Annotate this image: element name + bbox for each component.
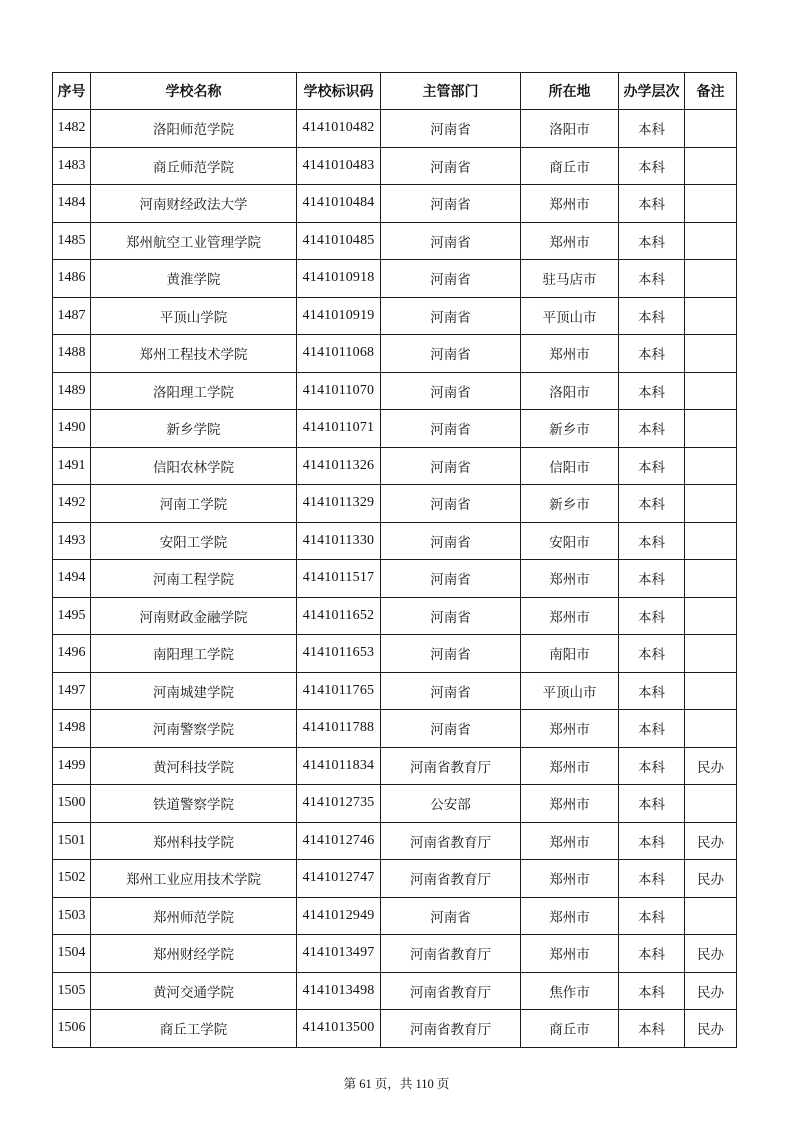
cell-level: 本科 xyxy=(619,297,685,335)
cell-authority: 河南省 xyxy=(381,447,521,485)
cell-level: 本科 xyxy=(619,372,685,410)
cell-location: 郑州市 xyxy=(521,597,619,635)
cell-authority: 河南省 xyxy=(381,372,521,410)
cell-location: 郑州市 xyxy=(521,785,619,823)
cell-remarks xyxy=(685,710,737,748)
cell-school-code: 4141011330 xyxy=(297,522,381,560)
schools-table xyxy=(52,72,737,1048)
cell-remarks xyxy=(685,410,737,448)
cell-level: 本科 xyxy=(619,860,685,898)
cell-school-name: 商丘师范学院 xyxy=(91,147,297,185)
cell-school-code: 4141010482 xyxy=(297,110,381,148)
cell-school-name: 河南工学院 xyxy=(91,485,297,523)
cell-authority: 河南省 xyxy=(381,597,521,635)
cell-location: 新乡市 xyxy=(521,485,619,523)
cell-remarks xyxy=(685,147,737,185)
table-row xyxy=(53,1010,737,1048)
cell-school-name: 信阳农林学院 xyxy=(91,447,297,485)
cell-school-name: 铁道警察学院 xyxy=(91,785,297,823)
cell-school-code: 4141010485 xyxy=(297,222,381,260)
table-row xyxy=(53,410,737,448)
cell-index: 1501 xyxy=(53,822,91,860)
cell-school-code: 4141011070 xyxy=(297,372,381,410)
cell-school-name: 河南财政金融学院 xyxy=(91,597,297,635)
table-row xyxy=(53,297,737,335)
cell-school-name: 郑州工程技术学院 xyxy=(91,335,297,373)
cell-index: 1497 xyxy=(53,672,91,710)
cell-school-name: 河南财经政法大学 xyxy=(91,185,297,223)
cell-remarks xyxy=(685,672,737,710)
table-row xyxy=(53,672,737,710)
cell-location: 洛阳市 xyxy=(521,110,619,148)
cell-location: 郑州市 xyxy=(521,335,619,373)
cell-authority: 河南省 xyxy=(381,560,521,598)
cell-level: 本科 xyxy=(619,747,685,785)
cell-remarks xyxy=(685,185,737,223)
cell-authority: 河南省 xyxy=(381,672,521,710)
table-row xyxy=(53,710,737,748)
cell-level: 本科 xyxy=(619,560,685,598)
cell-index: 1494 xyxy=(53,560,91,598)
header-location: 所在地 xyxy=(521,73,619,110)
table-row xyxy=(53,897,737,935)
cell-school-name: 河南警察学院 xyxy=(91,710,297,748)
cell-location: 郑州市 xyxy=(521,185,619,223)
cell-index: 1488 xyxy=(53,335,91,373)
table-row xyxy=(53,147,737,185)
header-school-code: 学校标识码 xyxy=(297,73,381,110)
cell-authority: 河南省 xyxy=(381,522,521,560)
table-row xyxy=(53,785,737,823)
cell-school-code: 4141011653 xyxy=(297,635,381,673)
cell-location: 焦作市 xyxy=(521,972,619,1010)
cell-index: 1489 xyxy=(53,372,91,410)
table-row xyxy=(53,485,737,523)
cell-index: 1500 xyxy=(53,785,91,823)
cell-location: 郑州市 xyxy=(521,747,619,785)
cell-location: 郑州市 xyxy=(521,560,619,598)
cell-location: 商丘市 xyxy=(521,1010,619,1048)
cell-authority: 河南省教育厅 xyxy=(381,972,521,1010)
cell-level: 本科 xyxy=(619,447,685,485)
cell-index: 1505 xyxy=(53,972,91,1010)
cell-authority: 河南省 xyxy=(381,635,521,673)
cell-school-code: 4141011788 xyxy=(297,710,381,748)
cell-school-name: 商丘工学院 xyxy=(91,1010,297,1048)
cell-index: 1498 xyxy=(53,710,91,748)
cell-level: 本科 xyxy=(619,1010,685,1048)
cell-authority: 河南省教育厅 xyxy=(381,747,521,785)
cell-remarks: 民办 xyxy=(685,747,737,785)
table-body xyxy=(53,110,737,1048)
cell-remarks xyxy=(685,447,737,485)
cell-school-code: 4141012747 xyxy=(297,860,381,898)
cell-remarks: 民办 xyxy=(685,935,737,973)
cell-remarks xyxy=(685,785,737,823)
cell-location: 新乡市 xyxy=(521,410,619,448)
cell-school-code: 4141011326 xyxy=(297,447,381,485)
cell-authority: 河南省 xyxy=(381,897,521,935)
table-row xyxy=(53,522,737,560)
cell-school-code: 4141011329 xyxy=(297,485,381,523)
page-footer: 第 61 页，共 110 页 xyxy=(343,1077,450,1091)
cell-school-name: 平顶山学院 xyxy=(91,297,297,335)
cell-school-name: 郑州航空工业管理学院 xyxy=(91,222,297,260)
cell-authority: 河南省 xyxy=(381,110,521,148)
cell-index: 1495 xyxy=(53,597,91,635)
cell-school-name: 黄淮学院 xyxy=(91,260,297,298)
cell-index: 1485 xyxy=(53,222,91,260)
table-row xyxy=(53,822,737,860)
cell-school-name: 黄河交通学院 xyxy=(91,972,297,1010)
cell-level: 本科 xyxy=(619,710,685,748)
cell-remarks xyxy=(685,485,737,523)
cell-remarks: 民办 xyxy=(685,972,737,1010)
cell-level: 本科 xyxy=(619,785,685,823)
cell-location: 郑州市 xyxy=(521,710,619,748)
table-row xyxy=(53,935,737,973)
cell-location: 郑州市 xyxy=(521,897,619,935)
cell-location: 驻马店市 xyxy=(521,260,619,298)
table-row xyxy=(53,335,737,373)
cell-level: 本科 xyxy=(619,110,685,148)
table-row xyxy=(53,372,737,410)
cell-authority: 河南省 xyxy=(381,297,521,335)
cell-authority: 河南省 xyxy=(381,260,521,298)
cell-school-code: 4141010919 xyxy=(297,297,381,335)
header-authority: 主管部门 xyxy=(381,73,521,110)
cell-authority: 河南省 xyxy=(381,410,521,448)
cell-remarks xyxy=(685,260,737,298)
cell-authority: 河南省 xyxy=(381,147,521,185)
cell-authority: 河南省 xyxy=(381,485,521,523)
header-index: 序号 xyxy=(53,73,91,110)
cell-level: 本科 xyxy=(619,635,685,673)
cell-index: 1484 xyxy=(53,185,91,223)
cell-school-name: 郑州财经学院 xyxy=(91,935,297,973)
cell-school-code: 4141011652 xyxy=(297,597,381,635)
cell-school-code: 4141011071 xyxy=(297,410,381,448)
cell-level: 本科 xyxy=(619,935,685,973)
cell-school-name: 黄河科技学院 xyxy=(91,747,297,785)
cell-school-name: 洛阳师范学院 xyxy=(91,110,297,148)
cell-school-code: 4141012735 xyxy=(297,785,381,823)
cell-index: 1503 xyxy=(53,897,91,935)
table-row xyxy=(53,110,737,148)
cell-authority: 河南省教育厅 xyxy=(381,860,521,898)
cell-level: 本科 xyxy=(619,410,685,448)
cell-level: 本科 xyxy=(619,822,685,860)
cell-index: 1506 xyxy=(53,1010,91,1048)
cell-school-code: 4141013498 xyxy=(297,972,381,1010)
cell-remarks xyxy=(685,560,737,598)
cell-index: 1491 xyxy=(53,447,91,485)
cell-index: 1482 xyxy=(53,110,91,148)
cell-authority: 河南省 xyxy=(381,335,521,373)
cell-location: 安阳市 xyxy=(521,522,619,560)
cell-authority: 公安部 xyxy=(381,785,521,823)
cell-remarks xyxy=(685,110,737,148)
cell-school-name: 河南城建学院 xyxy=(91,672,297,710)
table-row xyxy=(53,747,737,785)
cell-authority: 河南省教育厅 xyxy=(381,1010,521,1048)
cell-location: 商丘市 xyxy=(521,147,619,185)
cell-school-name: 新乡学院 xyxy=(91,410,297,448)
cell-school-name: 郑州师范学院 xyxy=(91,897,297,935)
cell-index: 1487 xyxy=(53,297,91,335)
cell-school-name: 安阳工学院 xyxy=(91,522,297,560)
cell-school-name: 洛阳理工学院 xyxy=(91,372,297,410)
cell-location: 郑州市 xyxy=(521,222,619,260)
cell-index: 1492 xyxy=(53,485,91,523)
cell-remarks xyxy=(685,635,737,673)
cell-authority: 河南省 xyxy=(381,710,521,748)
cell-remarks: 民办 xyxy=(685,822,737,860)
cell-school-name: 郑州科技学院 xyxy=(91,822,297,860)
cell-location: 南阳市 xyxy=(521,635,619,673)
cell-level: 本科 xyxy=(619,185,685,223)
header-school-name: 学校名称 xyxy=(91,73,297,110)
table-header-row xyxy=(53,73,737,110)
cell-remarks xyxy=(685,372,737,410)
cell-remarks xyxy=(685,222,737,260)
table-row xyxy=(53,972,737,1010)
cell-authority: 河南省教育厅 xyxy=(381,822,521,860)
cell-school-code: 4141010918 xyxy=(297,260,381,298)
cell-level: 本科 xyxy=(619,522,685,560)
cell-remarks: 民办 xyxy=(685,1010,737,1048)
cell-level: 本科 xyxy=(619,672,685,710)
cell-school-code: 4141011517 xyxy=(297,560,381,598)
cell-index: 1502 xyxy=(53,860,91,898)
cell-school-code: 4141011068 xyxy=(297,335,381,373)
table-row xyxy=(53,597,737,635)
cell-remarks xyxy=(685,522,737,560)
cell-location: 平顶山市 xyxy=(521,297,619,335)
cell-school-code: 4141010484 xyxy=(297,185,381,223)
cell-index: 1493 xyxy=(53,522,91,560)
cell-index: 1496 xyxy=(53,635,91,673)
cell-location: 郑州市 xyxy=(521,822,619,860)
cell-authority: 河南省 xyxy=(381,222,521,260)
table-row xyxy=(53,447,737,485)
cell-index: 1499 xyxy=(53,747,91,785)
cell-remarks xyxy=(685,897,737,935)
cell-level: 本科 xyxy=(619,147,685,185)
cell-level: 本科 xyxy=(619,972,685,1010)
cell-school-code: 4141011765 xyxy=(297,672,381,710)
cell-level: 本科 xyxy=(619,260,685,298)
cell-level: 本科 xyxy=(619,897,685,935)
cell-remarks xyxy=(685,597,737,635)
table-row xyxy=(53,860,737,898)
cell-index: 1504 xyxy=(53,935,91,973)
cell-location: 平顶山市 xyxy=(521,672,619,710)
header-remarks: 备注 xyxy=(685,73,737,110)
cell-location: 郑州市 xyxy=(521,935,619,973)
cell-school-code: 4141011834 xyxy=(297,747,381,785)
header-level: 办学层次 xyxy=(619,73,685,110)
table-row xyxy=(53,222,737,260)
cell-school-name: 河南工程学院 xyxy=(91,560,297,598)
cell-level: 本科 xyxy=(619,222,685,260)
cell-school-code: 4141012949 xyxy=(297,897,381,935)
cell-authority: 河南省教育厅 xyxy=(381,935,521,973)
table-row xyxy=(53,635,737,673)
cell-level: 本科 xyxy=(619,597,685,635)
cell-authority: 河南省 xyxy=(381,185,521,223)
cell-school-name: 南阳理工学院 xyxy=(91,635,297,673)
cell-level: 本科 xyxy=(619,335,685,373)
cell-school-code: 4141013500 xyxy=(297,1010,381,1048)
table-row xyxy=(53,185,737,223)
cell-school-code: 4141010483 xyxy=(297,147,381,185)
cell-location: 信阳市 xyxy=(521,447,619,485)
cell-index: 1490 xyxy=(53,410,91,448)
cell-index: 1483 xyxy=(53,147,91,185)
cell-level: 本科 xyxy=(619,485,685,523)
table-row xyxy=(53,560,737,598)
cell-location: 洛阳市 xyxy=(521,372,619,410)
cell-remarks xyxy=(685,335,737,373)
cell-index: 1486 xyxy=(53,260,91,298)
cell-school-name: 郑州工业应用技术学院 xyxy=(91,860,297,898)
table-row xyxy=(53,260,737,298)
cell-remarks xyxy=(685,297,737,335)
cell-remarks: 民办 xyxy=(685,860,737,898)
cell-school-code: 4141012746 xyxy=(297,822,381,860)
cell-location: 郑州市 xyxy=(521,860,619,898)
cell-school-code: 4141013497 xyxy=(297,935,381,973)
